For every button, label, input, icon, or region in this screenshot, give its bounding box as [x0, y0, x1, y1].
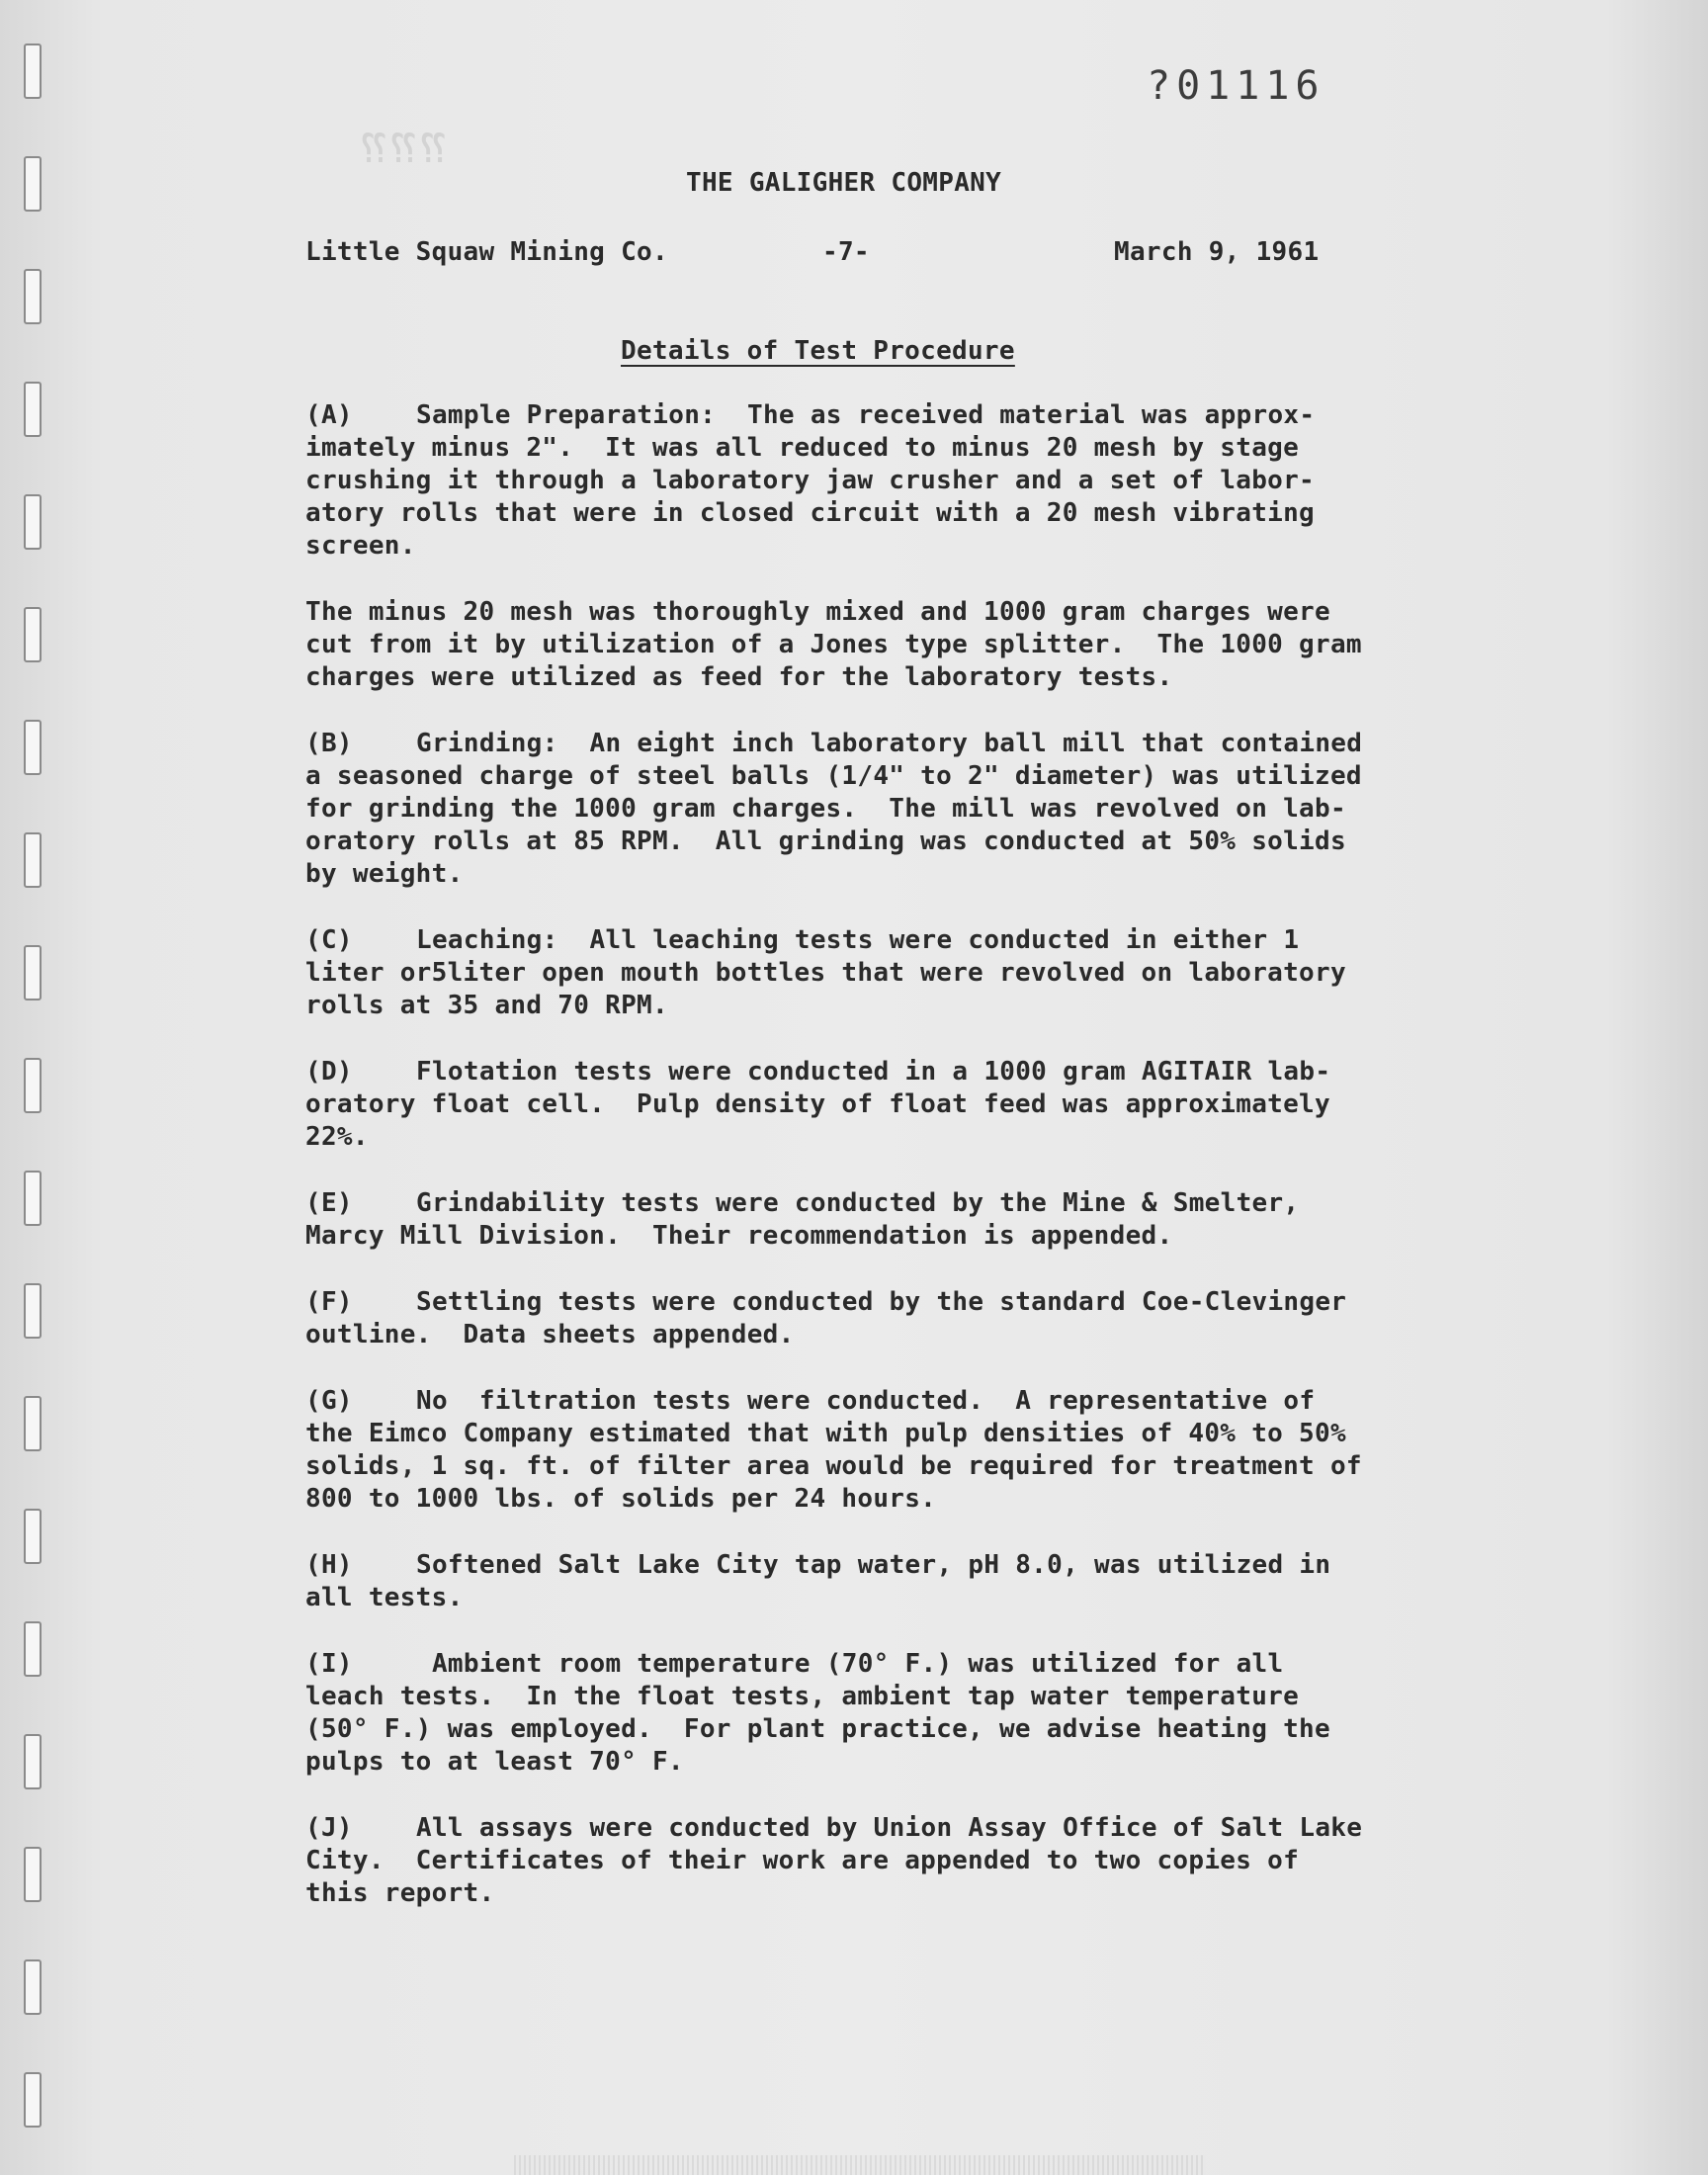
- binder-hole: [24, 1734, 42, 1789]
- paragraph-a-continued: [305, 596, 1432, 694]
- bleed-through-mark: ⁇⁇⁇: [356, 127, 446, 172]
- page-number: -7-: [822, 237, 870, 267]
- binder-hole: [24, 1509, 42, 1564]
- paragraph-b: [305, 728, 1432, 891]
- binder-hole: [24, 1396, 42, 1451]
- binder-hole: [24, 1959, 42, 2015]
- binder-hole: [24, 607, 42, 662]
- procedure-body: [305, 399, 1432, 1944]
- paragraph-label: (J): [305, 1813, 353, 1843]
- paragraph-label: (C): [305, 925, 353, 955]
- paragraph-label: (H): [305, 1550, 353, 1580]
- binder-hole: [24, 1171, 42, 1226]
- client-name: Little Squaw Mining Co.: [305, 237, 668, 267]
- scan-edge-artifact: [514, 2155, 1206, 2175]
- binder-hole: [24, 494, 42, 550]
- binder-hole: [24, 945, 42, 1000]
- binder-hole: [24, 1058, 42, 1113]
- paragraph-text: Flotation tests were conducted in a 1000 gram AGITAIR lab- oratory float cell. Pulp density of float feed was approximately 22%.: [305, 1057, 1331, 1152]
- paragraph-i: [305, 1648, 1432, 1779]
- paragraph-text: Settling tests were conducted by the standard Coe-Clevinger outline. Data sheets appended.: [305, 1287, 1347, 1349]
- paragraph-label: (I): [305, 1649, 353, 1679]
- paragraph-text: All assays were conducted by Union Assay Office of Salt Lake City. Certificates of their work are appended to two copies of this report.: [305, 1813, 1363, 1908]
- paragraph-text: The minus 20 mesh was thoroughly mixed and 1000 gram charges were cut from it by utilization of a Jones type splitter. The 1000 gram charges were utilized as feed for the laboratory tests.: [305, 597, 1362, 692]
- paragraph-label: (F): [305, 1287, 353, 1317]
- company-name: THE GALIGHER COMPANY: [686, 168, 1002, 198]
- paragraph-label: (D): [305, 1057, 353, 1087]
- paragraph-h: [305, 1549, 1432, 1614]
- binder-hole: [24, 2072, 42, 2128]
- paragraph-text: Grinding: An eight inch laboratory ball mill that contained a seasoned charge of steel balls (1/4" to 2" diameter) was utilized for grinding the 1000 gram charges. The mill was revolved on lab- oratory rolls at 85 RPM. All grinding was conducted at 50% solids by weight.: [305, 729, 1363, 889]
- paragraph-text: Sample Preparation: The as received material was approx- imately minus 2". It was all reduced to minus 20 mesh by stage crushing it through a laboratory jaw crusher and a set of labor- atory rolls that were in closed circuit with a 20 mesh vibrating screen.: [305, 400, 1316, 561]
- binder-hole: [24, 269, 42, 324]
- paragraph-e: [305, 1187, 1432, 1253]
- paragraph-label: (B): [305, 729, 353, 758]
- paragraph-g: [305, 1385, 1432, 1516]
- paragraph-label: (A): [305, 400, 353, 430]
- document-number-stamp: ?01116: [1147, 63, 1325, 109]
- report-date: March 9, 1961: [1114, 237, 1320, 267]
- binder-hole: [24, 1621, 42, 1677]
- binder-holes: [24, 44, 47, 2139]
- report-header: [305, 237, 1333, 273]
- binder-hole: [24, 156, 42, 212]
- paragraph-text: Softened Salt Lake City tap water, pH 8.0, was utilized in all tests.: [305, 1550, 1331, 1612]
- paragraph-label: (G): [305, 1386, 353, 1416]
- paragraph-a: [305, 399, 1432, 563]
- paragraph-text: Leaching: All leaching tests were conducted in either 1 liter or5liter open mouth bottles that were revolved on laboratory rolls at 35 and 70 RPM.: [305, 925, 1346, 1020]
- paragraph-d: [305, 1056, 1432, 1154]
- section-title: Details of Test Procedure: [621, 336, 1015, 366]
- binder-hole: [24, 1283, 42, 1339]
- paragraph-c: [305, 924, 1432, 1022]
- paragraph-j: [305, 1812, 1432, 1910]
- paragraph-f: [305, 1286, 1432, 1351]
- paragraph-label: (E): [305, 1188, 353, 1218]
- binder-hole: [24, 720, 42, 775]
- paragraph-text: Ambient room temperature (70° F.) was utilized for all leach tests. In the float tests, ambient tap water temperature (50° F.) was employed. For plant practice, we advise heating the pulps to at least 70° F.: [305, 1649, 1330, 1777]
- binder-hole: [24, 1847, 42, 1902]
- paragraph-text: Grindability tests were conducted by the Mine & Smelter, Marcy Mill Division. Their recommendation is appended.: [305, 1188, 1300, 1251]
- paragraph-text: No filtration tests were conducted. A representative of the Eimco Company estimated that with pulp densities of 40% to 50% solids, 1 sq. ft. of filter area would be required for treatment of 800 to 1000 lbs. of solids per 24 hours.: [305, 1386, 1362, 1514]
- binder-hole: [24, 832, 42, 888]
- binder-hole: [24, 44, 42, 99]
- binder-hole: [24, 382, 42, 437]
